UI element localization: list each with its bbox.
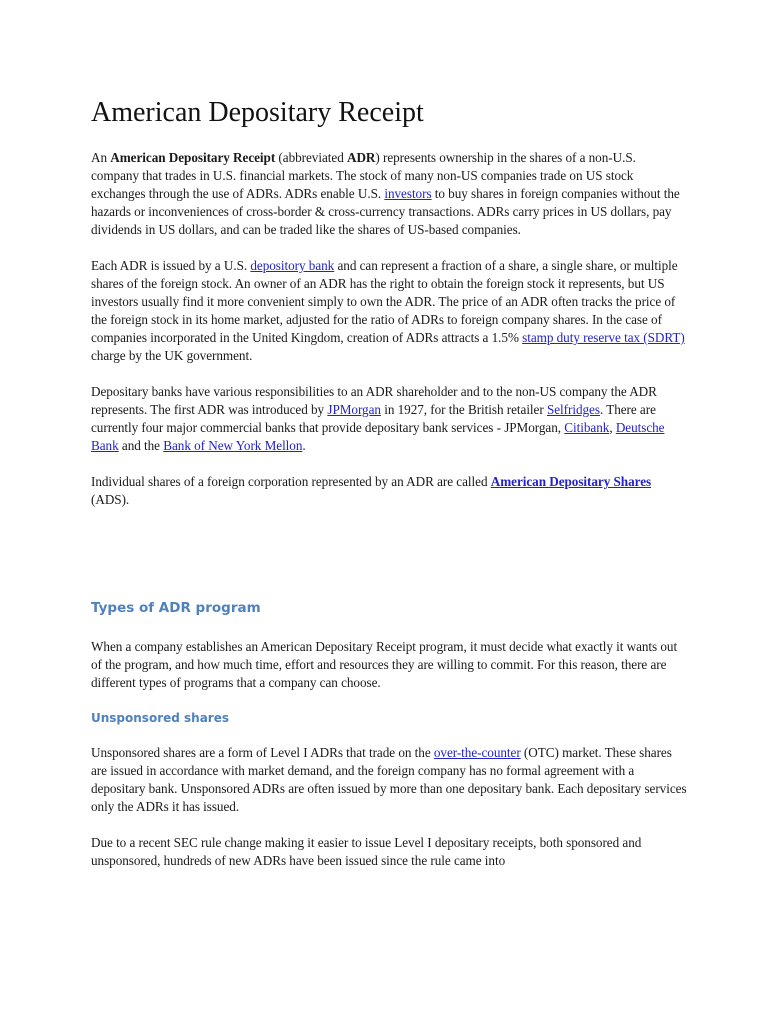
link-jpmorgan[interactable]: JPMorgan: [327, 402, 381, 417]
text-run: and the: [118, 438, 164, 453]
text-run: (abbreviated: [275, 150, 347, 165]
ads-paragraph: [91, 473, 687, 509]
link-over-the-counter[interactable]: over-the-counter: [433, 745, 521, 760]
text-run: Depositary banks have various responsibilities to an ADR shareholder and to the non-US company the ADR represents. The first ADR was introduced by: [91, 384, 657, 417]
text-run: Each ADR is issued by a U.S.: [91, 258, 251, 273]
text-run: to buy shares in foreign companies without the hazards or inconveniences of cross-border & cross-currency transactions. ADRs carry prices in US dollars, pay dividends in US dollars, and can be traded like the shares of US-based companies.: [91, 186, 680, 237]
depositary-banks-paragraph: [91, 383, 687, 455]
text-run: ,: [609, 420, 616, 435]
document-page: [91, 96, 687, 888]
link-stamp-duty-reserve-tax[interactable]: stamp duty reserve tax (SDRT): [522, 330, 685, 345]
unsponsored-paragraph: [91, 744, 687, 816]
bold-term-american-depositary-receipt: American Depositary Receipt: [110, 150, 276, 165]
sec-rule-paragraph: Due to a recent SEC rule change making it easier to issue Level I depositary receipts, both sponsored and unsponsored, hundreds of new ADRs have been issued since the rule came into: [91, 835, 642, 868]
text-run: An: [91, 150, 111, 165]
link-bank-of-new-york-mellon[interactable]: Bank of New York Mellon: [163, 438, 303, 453]
types-intro-paragraph: When a company establishes an American Depositary Receipt program, it must decide what exactly it wants out of the program, and how much time, effort and resources they are willing to commit. For this reason, there are different types of programs that a company can choose.: [91, 639, 678, 690]
link-investors[interactable]: investors: [384, 186, 432, 201]
link-selfridges[interactable]: Selfridges: [546, 402, 600, 417]
text-run: .: [302, 438, 306, 453]
link-deutsche-bank[interactable]: Deutsche Bank: [91, 420, 665, 453]
text-run: Individual shares of a foreign corporation represented by an ADR are called: [91, 474, 491, 489]
bold-term-adr: ADR: [346, 150, 376, 165]
text-run: Unsponsored shares are a form of Level I ADRs that trade on the: [91, 745, 434, 760]
link-american-depositary-shares[interactable]: American Depositary Shares: [490, 474, 652, 489]
page-title: American Depositary Receipt: [91, 97, 424, 128]
link-citibank[interactable]: Citibank: [564, 420, 610, 435]
text-run: ) represents ownership in the shares of a non-U.S. company that trades in U.S. financial markets. The stock of many non-US companies trade on US stock exchanges through the use of ADRs. ADRs enable U.S.: [91, 150, 636, 201]
section-heading-types-of-adr-program: Types of ADR program: [91, 600, 261, 616]
intro-paragraph: [91, 149, 687, 239]
text-run: . There are currently four major commercial banks that provide depositary bank services - JPMorgan,: [91, 402, 656, 435]
text-run: charge by the UK government.: [91, 348, 253, 363]
text-run: (OTC) market. These shares are issued in accordance with market demand, and the foreign company has no formal agreement with a depositary bank. Unsponsored ADRs are often issued by more than one depositary bank. Each depositary services only the ADRs it has issued.: [91, 745, 687, 814]
blank-space: [91, 527, 687, 599]
issuance-paragraph: [91, 257, 687, 365]
text-run: (ADS).: [91, 492, 130, 507]
text-run: in 1927, for the British retailer: [380, 402, 547, 417]
text-run: and can represent a fraction of a share, a single share, or multiple shares of the foreign stock. An owner of an ADR has the right to obtain the foreign stock it represents, but US investors usually find it more convenient simply to own the ADR. The price of an ADR often tracks the price of the foreign stock in its home market, adjusted for the ratio of ADRs to foreign company shares. In the case of companies incorporated in the United Kingdom, creation of ADRs attracts a 1.5%: [91, 258, 678, 345]
subsection-heading-unsponsored-shares: Unsponsored shares: [91, 711, 229, 725]
link-depository-bank[interactable]: depository bank: [250, 258, 335, 273]
